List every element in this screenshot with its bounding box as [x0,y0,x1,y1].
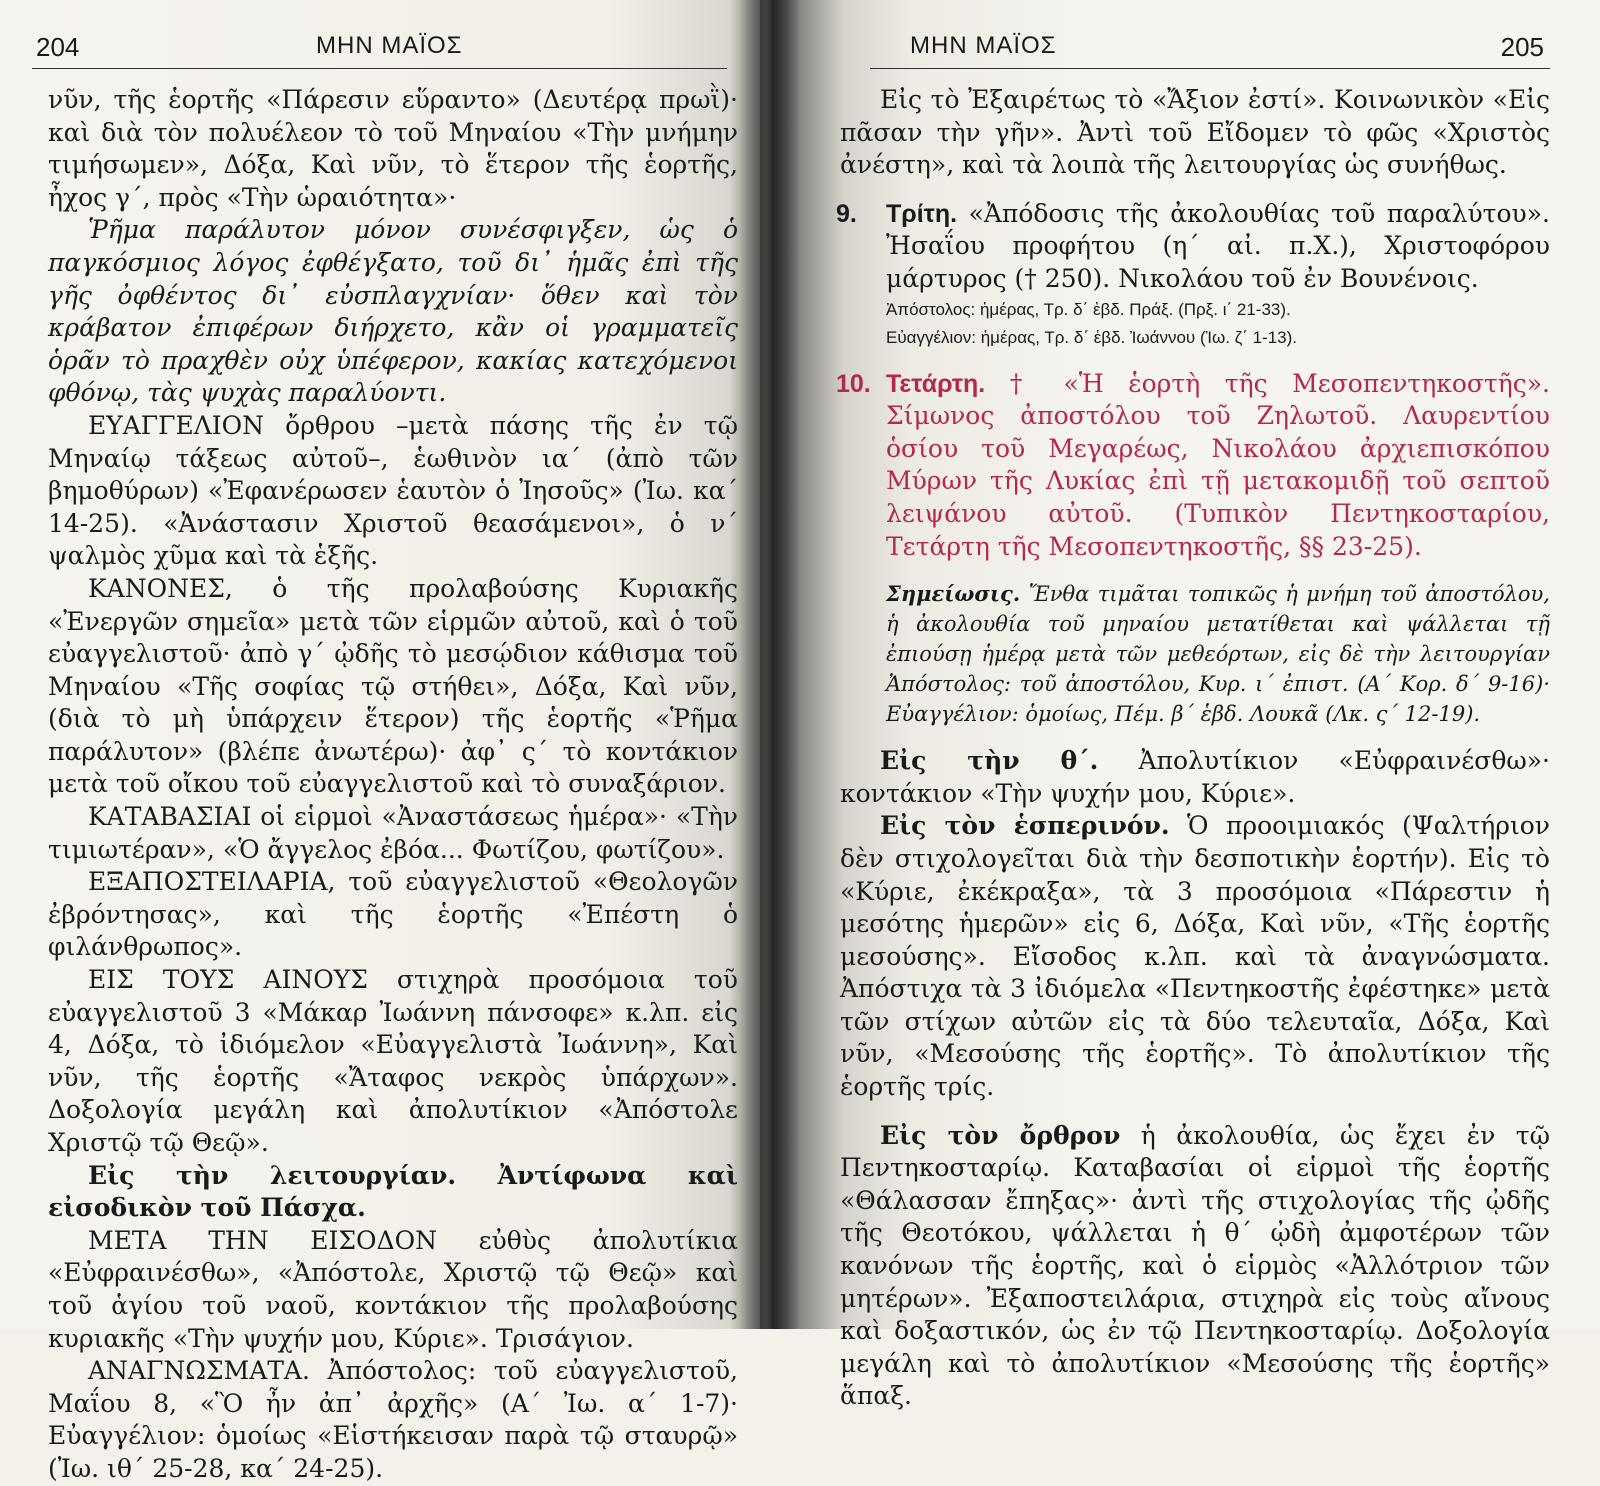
left-paragraph: νῦν, τῆς ἑορτῆς «Πάρεσιν εὕραντο» (Δευτέρᾳ πρωῒ)· καὶ διὰ τὸν πολυέλεον τὸ τοῦ Μηναίου «Τὴν μνήμην τιμήσωμεν», Δόξα, Καὶ νῦν, τὸ ἕτερον τῆς ἑορτῆς, ἦχος γ΄, πρὸς «Τὴν ὡραιότητα»· [48,85,738,212]
entry-day: Τρίτη. [886,199,958,228]
entry-apostle-reading: Ἀπόστολος: ἡμέρας, Τρ. δ΄ ἑβδ. Πράξ. (Πρξ. ι΄ 21-33). [886,299,1291,319]
left-page-number: 204 [36,32,80,62]
entry-gospel-reading: Εὐαγγέλιον: ἡμέρας, Τρ. δ΄ ἑβδ. Ἰωάννου (Ἰω. ζ΄ 1-13). [886,327,1298,347]
left-page-body [48,84,738,1486]
left-paragraph: ΕΙΣ ΤΟΥΣ ΑΙΝΟΥΣ στιχηρὰ προσόμοια τοῦ εὐαγγελιστοῦ 3 «Μάκαρ Ἰωάννη πάνσοφε» κ.λπ. εἰς 4, Δόξα, τὸ ἰδιόμελον «Εὐαγγελιστὰ Ἰωάννη», Καὶ νῦν, τῆς ἑορτῆς «Ἄταφος νεκρὸς ὑπάρχων». Δοξολογία μεγάλη καὶ ἀπολυτίκιον «Ἀπόστολε Χριστῷ τῷ Θεῷ». [48,965,738,1157]
left-paragraph: ΕΥΑΓΓΕΛΙΟΝ ὄρθρου –μετὰ πάσης τῆς ἐν τῷ Μηναίῳ τάξεως αὐτοῦ–, ἑωθινὸν ια΄ (ἀπὸ τῶν βημοθύρων) «Ἐφανέρωσεν ἑαυτὸν ὁ Ἰησοῦς» (Ἰω. κα΄ 14-25). «Ἀνάστασιν Χριστοῦ θεασάμενοι», ὁ ν΄ ψαλμὸς χῦμα καὶ τὰ ἑξῆς. [48,410,738,571]
left-paragraph-hymn: Ῥῆμα παράλυτον μόνον συνέσφιγξεν, ὡς ὁ παγκόσμιος λόγος ἐφθέγξατο, τοῦ δι᾽ ἡμᾶς ἐπὶ τῆς γῆς ὀφθέντος δι᾽ εὐσπλαγχνίαν· ὅθεν καὶ τὸν κράβατον ἐπιφέρων διήρχετο, κἂν οἱ γραμματεῖς ὁρᾶν τὸ πραχθὲν οὐχ ὑπέφερον, κακίας κατεχόμενοι φθόνῳ, τὰς ψυχὰς παραλύοντι. [48,215,738,408]
left-paragraph-liturgy: Εἰς τὴν λειτουργίαν. Ἀντίφωνα καὶ εἰσοδικὸν τοῦ Πάσχα. [48,1160,738,1223]
note-paragraph [840,579,1550,729]
theta-label: Εἰς τὴν θ΄. [880,746,1099,776]
vespers-label: Εἰς τὸν ἑσπερινόν. [880,811,1170,841]
entry-number: 10. [836,369,871,398]
book-gutter-shadow [740,0,800,1329]
left-page-header [32,18,727,69]
vespers-text: Ὁ προοιμιακός (Ψαλτήριον δὲν στιχολογεῖται διὰ τὴν δεσποτικὴν ἑορτήν). Εἰς τὸ «Κύριε, ἐκέκραξα», τὰ 3 προσόμοια «Πάρεστιν ἡ μεσότης ἡμερῶν» εἰς 6, Δόξα, Καὶ νῦν, «Τῆς ἑορτῆς μεσούσης». Εἴσοδος κ.λπ. καὶ τὰ ἀναγνώσματα. Ἀπόστιχα τὰ 3 ἰδιόμελα «Πεντηκοστῆς ἐφέστηκε» μετὰ τῶν στίχων αὐτῶν εἰς τὰ δύο τελευταῖα, Δόξα, Καὶ νῦν, «Μεσούσης τῆς ἑορτῆς». Τὸ ἀπολυτίκιον τῆς ἑορτῆς τρίς. [840,811,1551,1102]
day-entry-9 [836,198,1550,296]
vespers-paragraph [840,810,1550,1103]
left-paragraph: ΚΑΝΟΝΕΣ, ὁ τῆς προλαβούσης Κυριακῆς «Ἐνεργῶν σημεῖα» μετὰ τῶν εἱρμῶν αὐτοῦ, καὶ ὁ τοῦ εὐαγγελιστοῦ· ἀπὸ γ΄ ᾠδῆς τὸ μεσῴδιον κάθισμα τοῦ Μηναίου «Τῆς σοφίας τῷ στήθει», Δόξα, Καὶ νῦν, (διὰ τὸ μὴ ὑπάρχειν ἕτερον) τῆς ἑορτῆς «Ῥῆμα παράλυτον» (βλέπε ἀνωτέρω)· ἀφ᾽ ς΄ τὸ κοντάκιον μετὰ τοῦ οἴκου τοῦ εὐαγγελιστοῦ καὶ τὸ συναξάριον. [48,573,738,799]
left-paragraph: ΜΕΤΑ ΤΗΝ ΕΙΣΟΔΟΝ εὐθὺς ἀπολυτίκια «Εὐφραινέσθω», «Ἀπόστολε, Χριστῷ τῷ Θεῷ» καὶ τοῦ ἁγίου τοῦ ναοῦ, κοντάκιον τῆς προλαβούσης κυριακῆς «Τὴν ψυχήν μου, Κύριε». Τρισάγιον. [48,1225,738,1353]
note-label: Σημείωσις. [886,581,1021,607]
right-intro-paragraph: Εἰς τὸ Ἐξαιρέτως τὸ «Ἄξιον ἐστί». Κοινωνικὸν «Εἰς πᾶσαν τὴν γῆν». Ἀντὶ τοῦ Εἴδομεν τὸ φῶς «Χριστὸς ἀνέστη», καὶ τὰ λοιπὰ τῆς λειτουργίας ὡς συνήθως. [840,85,1550,180]
right-running-head: ΜΗΝ ΜΑΪΟΣ [910,32,1057,59]
right-page-body [836,84,1551,1413]
entry-text: «Ἀπόδοσις τῆς ἀκολουθίας τοῦ παραλύτου». Ἠσαΐου προφήτου (η΄ αἰ. π.Χ.), Χριστοφόρου μάρτυρος († 250). Νικολάου τοῦ ἐν Βουνένοις. [886,198,1550,293]
right-page-header [870,18,1550,69]
note-text: Ἔνθα τιμᾶται τοπικῶς ἡ μνήμη τοῦ ἀποστόλου, ἡ ἀκολουθία τοῦ μηναίου μετατίθεται καὶ ψάλλεται τῇ ἐπιούσῃ ἡμέρᾳ μετὰ τῶν μεθεόρτων, εἰς δὲ τὴν λειτουργίαν Ἀπόστολος: τοῦ ἀποστόλου, Κυρ. ι΄ ἐπιστ. (Α΄ Κορ. δ΄ 9-16)· Εὐαγγέλιον: ὁμοίως, Πέμ. β΄ ἑβδ. Λουκᾶ (Λκ. ς΄ 12-19). [886,582,1550,727]
right-page-number: 205 [1500,32,1544,62]
entry-day: Τετάρτη. [886,369,986,398]
orthros-paragraph [840,1120,1550,1413]
orthros-text: ἡ ἀκολουθία, ὡς ἔχει ἐν τῷ Πεντηκοσταρίῳ. Καταβασίαι οἱ εἱρμοὶ τῆς ἑορτῆς «Θάλασσαν ἔπηξας»· ἀντὶ τῆς στιχολογίας τῆς ᾠδῆς τῆς Θεοτόκου, ψάλλεται ἡ θ΄ ᾠδὴ ἀμφοτέρων τῶν κανόνων τῆς ἑορτῆς, καὶ ὁ εἱρμὸς «Ἀλλότριον τῶν μητέρων». Ἐξαποστειλάρια, στιχηρὰ εἰς τοὺς αἴνους καὶ δοξαστικόν, ὡς ἐν τῷ Πεντηκοσταρίῳ. Δοξολογία μεγάλη καὶ τὸ ἀπολυτίκιον «Μεσούσης τῆς ἑορτῆς» ἅπαξ. [840,1120,1551,1411]
day-entry-10 [836,368,1550,564]
left-paragraph: ΚΑΤΑΒΑΣΙΑΙ οἱ εἱρμοὶ «Ἀναστάσεως ἡμέρα»· «Τὴν τιμιωτέραν», «Ὁ ἄγγελος ἐβόα... Φωτίζου, φωτίζου». [48,802,738,864]
left-running-head: ΜΗΝ ΜΑΪΟΣ [316,32,463,59]
entry-number: 9. [836,199,857,228]
entry-text: † «Ἡ ἑορτὴ τῆς Μεσοπεντηκοστῆς». Σίμωνος ἀποστόλου τοῦ Ζηλωτοῦ. Λαυρεντίου ὁσίου τοῦ Μεγαρέως, Νικολάου ἀρχιεπισκόπου Μύρων τῆς Λυκίας ἐπὶ τῇ μετακομιδῇ τοῦ σεπτοῦ λειψάνου αὐτοῦ. (Τυπικὸν Πεντηκοσταρίου, Τετάρτη τῆς Μεσοπεντηκοστῆς, §§ 23-25). [886,368,1550,561]
left-page [0,0,760,1483]
theta-paragraph [840,745,1550,810]
left-paragraph: ΕΞΑΠΟΣΤΕΙΛΑΡΙΑ, τοῦ εὐαγγελιστοῦ «Θεολογῶν ἐβρόντησας», καὶ τῆς ἑορτῆς «Ἐπέστη ὁ φιλάνθρωπος». [48,867,738,962]
left-paragraph: ΑΝΑΓΝΩΣΜΑΤΑ. Ἀπόστολος: τοῦ εὐαγγελιστοῦ, Μαΐου 8, «Ὃ ἦν ἀπ᾽ ἀρχῆς» (Α΄ Ἰω. α΄ 1-7)· Εὐαγγέλιον: ὁμοίως «Εἱστήκεισαν παρὰ τῷ σταυρῷ» (Ἰω. ιθ΄ 25-28, κα΄ 24-25). [48,1356,738,1483]
right-page [760,0,1600,1411]
orthros-label: Εἰς τὸν ὄρθρον [880,1120,1121,1150]
theta-text: Ἀπολυτίκιον «Εὐφραινέσθω»· κοντάκιον «Τὴν ψυχήν μου, Κύριε». [840,746,1550,808]
